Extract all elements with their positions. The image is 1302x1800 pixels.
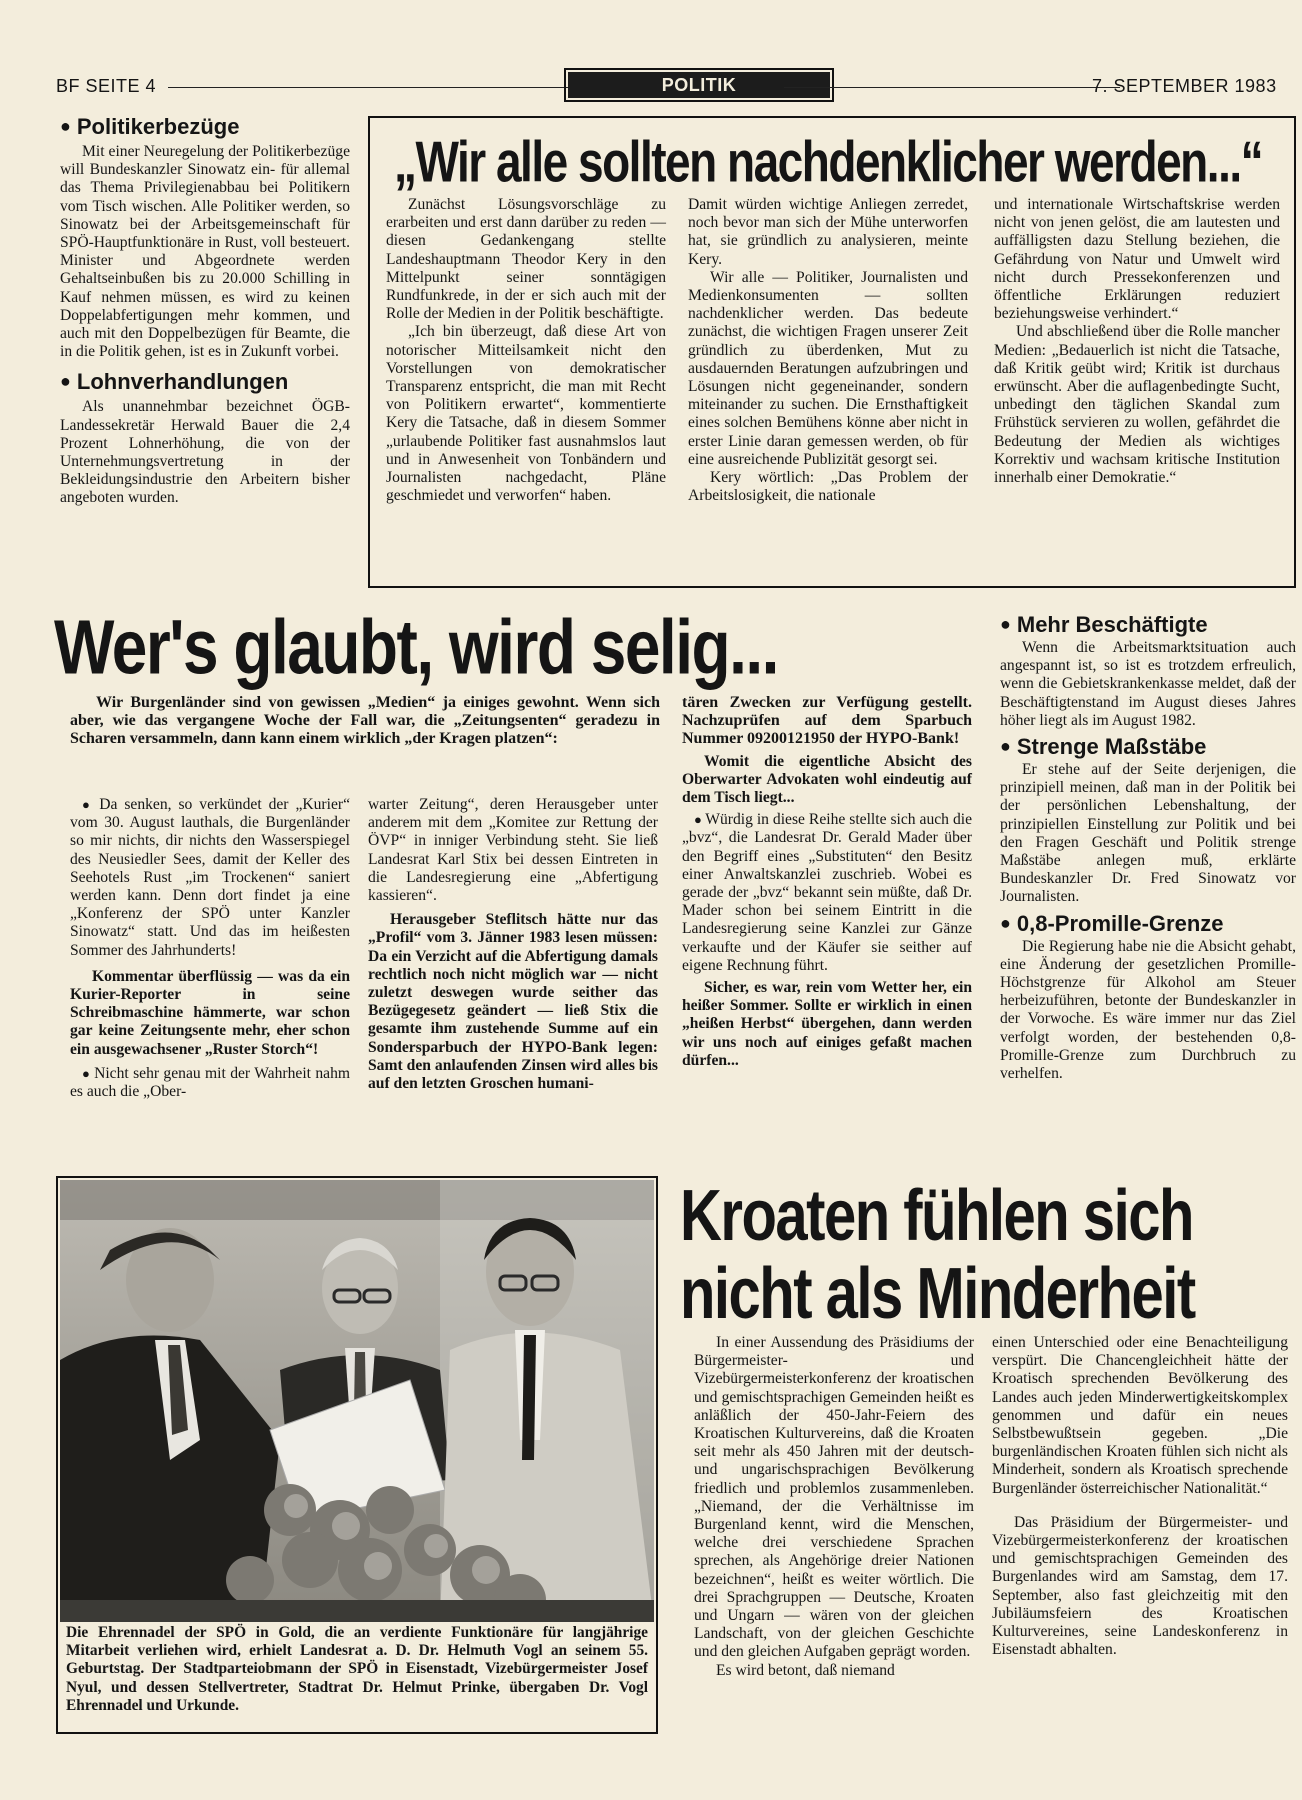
header-rule-left: [168, 87, 616, 88]
kroaten-column-1: [694, 1334, 974, 1680]
bullet-icon: ●: [60, 116, 71, 136]
kery-paragraph: „Ich bin überzeugt, daß diese Art von notorischer Mitteilsamkeit nicht den Vorstellungen von demokratischer Transparenz entspricht, die man mit Recht von Politikern erwartet“, kommentierte Kery die Tatsache, daß in diesem Sommer „urlaubende Politiker fast ausnahmslos laut und in Anwesenheit von Tonbändern und Journalisten nachgedacht, Pläne geschmiedet und verworfen“ haben.: [386, 323, 666, 505]
selig-headline: Wer's glaubt, wird selig...: [54, 604, 778, 691]
selig-paragraph: Womit die eigentliche Absicht des Oberwarter Advokaten wohl eindeutig auf dem Tisch liegt...: [682, 752, 972, 807]
kery-paragraph: und internationale Wirtschaftskrise werden nicht von jenen gelöst, die am lautesten und auffälligsten dazu Stellung beziehen, die Gefährdung von Natur und Umwelt wird nicht durch Pressekonferenzen und öffentliche Erklärungen reduziert beziehungsweise verhindert.“: [994, 196, 1280, 323]
kery-paragraph: Wir alle — Politiker, Journalisten und Medienkonsumenten — sollten nachdenklicher werden. Das bedeute zunächst, die wichtigen Fragen unserer Zeit gründlich zu überdenken, Mut zu ausdauernden Beratungen aufzubringen und Lösungen nicht gegeneinander, sondern miteinander zu suchen. Die Ernsthaftigkeit eines solchen Bemühens könne aber nicht in erster Linie daran gemessen werden, ob für eine ausreichende Publizität gesorgt sei.: [688, 268, 968, 468]
strenge-heading: ● Strenge Maßstäbe: [1000, 734, 1207, 760]
politikerbezuege-heading: ● Politikerbezüge: [60, 114, 240, 139]
kery-headline: „Wir alle sollten nachdenklicher werden...“: [394, 129, 1263, 194]
photo-illustration: [60, 1180, 654, 1622]
strenge-text: Er stehe auf der Seite derjenigen, die prinzipiell meinen, daß man in der Politik bei der persönlichen Lebenshaltung, der prinzipiellen Einstellung zur Politik und bei den Fragen Geschäft und Politik strenge Maßstäbe anlegen muß, erklärte Bundeskanzler Dr. Fred Sinowatz vor Journalisten.: [1000, 761, 1296, 906]
politikerbezuege-text: Mit einer Neuregelung der Politikerbezüge will Bundeskanzler Sinowatz ein- für allemal das Thema Privilegienabbau bei Politikern vom Tisch wischen. Alle Politiker werden, so Sinowatz bei der Arbeitsgemeinschaft für SPÖ-Hauptfunktionäre in Rust, voll besteuert. Minister und Abgeordnete werden Gehaltseinbußen bis zu 20.000 Schilling in Kauf nehmen müssen, es wird zu keinen Doppelabfertigungen mehr kommen, und auch mit den Doppelbezügen für Beamte, die in die Politik gehen, ist es in Zukunft vorbei.: [60, 143, 350, 361]
kroaten-paragraph: In einer Aussendung des Präsidiums der Bürgermeister- und Vizebürgermeisterkonferenz der kroatischen und gemischtsprachigen Gemeinden heißt es anläßlich der 450-Jahr-Feiern des Kroatischen Kulturvereins, daß die Kroaten seit mehr als 450 Jahren mit der deutsch- und ungarischsprachigen Bevölkerung friedlich und problemlos zusammenleben. „Niemand, der die Verhältnisse im Burgenland kennt, wird die Menschen, welche drei verschiedene Sprachen sprechen, als Angehörige dreier Nationen bezeichnen“, heißt es weiter wörtlich. Die drei Sprachgruppen — Deutsche, Kroaten und Ungarn — wären von der gleichen Landschaft, von der gleichen Geschichte und den gleichen Aufgaben geprägt worden.: [694, 1334, 974, 1661]
kery-column-2: [688, 196, 968, 505]
photo-caption-text: Die Ehrennadel der SPÖ in Gold, die an verdiente Funktionäre für langjährige Mitarbeit verliehen wird, erhielt Landesrat a. D. Dr. Helmuth Vogl an seinem 55. Geburtstag. Der Stadtparteiobmann der SPÖ in Eisenstadt, Vizebürgermeister Josef Nyul, und dessen Stellvertreter, Stadtrat Dr. Helmut Prinke, übergaben Dr. Vogl Ehrennadel und Urkunde.: [66, 1624, 648, 1714]
lohnverhandlungen-text: Als unannehmbar bezeichnet ÖGB-Landessekretär Herwald Bauer die 2,4 Prozent Lohnerhöhung, die von der Unternehmungsvertretung in der Bekleidungsindustrie den Arbeitern bisher angeboten wurden.: [60, 398, 350, 507]
selig-lead-continued: tären Zwecken zur Verfügung gestellt. Nachzuprüfen auf dem Sparbuch Nummer 09200121950 der HYPO-Bank!: [682, 694, 972, 748]
selig-paragraph: Kommentar überflüssig — was da ein Kurier-Reporter in seine Schreibmaschine hämmerte, war schon gar keine Zeitungsente mehr, eher schon ein ausgewachsener „Ruster Storch“!: [70, 967, 350, 1058]
kroaten-paragraph: Das Präsidium der Bürgermeister- und Vizebürgermeisterkonferenz der kroatischen und gemischtsprachigen Gemeinden des Burgenlandes wird am Samstag, dem 17. September, also fast gleichzeitig mit den Jubiläumsfeiern des Kroatischen Kulturvereines, seine Landeskonferenz in Eisenstadt abhalten.: [992, 1513, 1288, 1659]
section-label-text: POLITIK: [661, 75, 737, 95]
kroaten-headline-line-1: Kroaten fühlen sich: [680, 1174, 1193, 1256]
promille-heading: ● 0,8-Promille-Grenze: [1000, 910, 1224, 936]
selig-paragraph: ● Da senken, so verkündet der „Kurier“ vom 30. August lauthals, die Burgenländer so mir nichts, dir nichts den Wasserspiegel des Neusiedler Sees, damit der Keller des Seehotels Rust „im Trockenen“ saniert werden kann. Denn dort findet ja eine „Konferenz der SPÖ unter Kanzler Sinowatz“ statt. Und das im heißesten Sommer des Jahrhunderts!: [70, 796, 350, 960]
selig-lead-text: Wir Burgenländer sind von gewissen „Medien“ ja einiges gewohnt. Wenn sich aber, wie das vergangene Woche der Fall war, die „Zeitungsenten“ geradezu in Scharen versammeln, dann kann einem wirklich „der Kragen platzen“:: [70, 694, 660, 748]
bullet-icon: ●: [1000, 912, 1011, 933]
mehr-text: Wenn die Arbeitsmarktsituation auch angespannt ist, so ist es trotzdem erfreulich, wenn die Gebietskrankenkasse meldet, daß der Beschäftigtenstand im August dieses Jahres höher liegt als im August 1982.: [1000, 639, 1296, 729]
bullet-icon: ●: [60, 371, 71, 392]
page-date: 7. SEPTEMBER 1983: [1092, 76, 1277, 96]
selig-column-2: [368, 796, 658, 1093]
kroaten-column-2: [992, 1334, 1288, 1659]
selig-paragraph: warter Zeitung“, deren Herausgeber unter anderem mit dem „Komitee zur Rettung der ÖVP“ in inniger Verbindung steht. Sie ließ Landesrat Karl Stix bei dessen Eintreten in die Landesregierung eine „Abfertigung kassieren“.: [368, 796, 658, 905]
bullet-icon: ●: [1000, 736, 1011, 757]
selig-paragraph: ● Nicht sehr genau mit der Wahrheit nahm es auch die „Ober-: [70, 1065, 350, 1101]
kery-paragraph: Damit würden wichtige Anliegen zerredet, noch bevor man sich der Mühe unterworfen hat, sie gründlich zu analysieren, meinte Kery.: [688, 196, 968, 268]
kery-paragraph: Kery wörtlich: „Das Problem der Arbeitslosigkeit, die nationale: [688, 469, 968, 505]
photo-caption: [66, 1624, 648, 1715]
kroaten-paragraph: einen Unterschied oder eine Benachteiligung verspürt. Die Chancengleichheit hätte der Kroatisch sprechenden Bevölkerung des Landes auch jeden Minderwertigkeitskomplex genommen und dafür ein neues Selbstbewußtsein gegeben. „Die burgenländischen Kroaten fühlen sich nicht als Minderheit, sondern als Kroatisch sprechende Burgenländer österreichischer Nationalität.“: [992, 1334, 1288, 1497]
kery-column-1: [386, 196, 666, 505]
selig-lead: [70, 694, 660, 749]
kroaten-paragraph: Es wird betont, daß niemand: [716, 1661, 895, 1679]
selig-paragraph: Sicher, es war, rein vom Wetter her, ein heißer Sommer. Sollte er wirklich in einen „heißen Herbst“ übergehen, dann werden wir uns noch auf einiges gefaßt machen dürfen...: [682, 979, 972, 1069]
selig-paragraph: Herausgeber Steflitsch hätte nur das „Profil“ vom 3. Jänner 1983 lesen müssen: Da ein Verzicht auf die Abfertigung damals rechtlich noch nicht möglich war — nicht zuletzt deswegen wurde seither das Bezügegesetz geändert — ließ Stix die gesamte ihm zustehende Summe auf ein Sondersparbuch der HYPO-Bank legen: Samt den anlaufenden Zinsen wird alles bis auf den letzten Groschen humani-: [368, 911, 658, 1093]
mehr-heading: ● Mehr Beschäftigte: [1000, 612, 1208, 637]
page-number: BF SEITE 4: [56, 76, 157, 96]
selig-paragraph: ● Würdig in diese Reihe stellte sich auch die „bvz“, die Landesrat Dr. Gerald Mader über den Begriff eines „Substituten“ den Besitz einer Anwaltskanzlei zuschrieb. Wobei es gerade der „bvz“ bekannt sein müßte, daß Dr. Mader schon bei seinem Eintritt in die Landesregierung seine Kanzlei zur Gänze verkaufte und der Käufer sie seither auf eigene Rechnung führt.: [682, 811, 972, 975]
section-label: [568, 72, 830, 98]
kroaten-headline-line-2: nicht als Minderheit: [680, 1252, 1195, 1334]
promille-text: Die Regierung habe nie die Absicht gehabt, eine Änderung der gesetzlichen Promille-Höchstgrenze für Alkohol am Steuer herbeizuführen, betonte der Bundeskanzler in der Vorwoche. Es wäre immer nur das Ziel verfolgt worden, der bestehenden 0,8-Promille-Grenze zum Durchbruch zu verhelfen.: [1000, 937, 1296, 1083]
header-rule-right: [784, 87, 1120, 88]
ceremony-photo: [60, 1180, 654, 1622]
lohnverhandlungen-heading: ● Lohnverhandlungen: [60, 369, 289, 395]
page-header: [56, 74, 1296, 104]
kery-paragraph: Zunächst Lösungsvorschläge zu erarbeiten und erst dann darüber zu reden — diesen Gedankengang stellte Landeshauptmann Theodor Kery in den Mittelpunkt seiner sonntägigen Rundfunkrede, in der er sich auch mit der Rolle der Medien in der Politik beschäftigte.: [386, 196, 666, 323]
sidebar-briefs: [1000, 612, 1296, 1083]
kery-column-3: [994, 196, 1280, 487]
selig-column-1: [70, 796, 350, 1101]
selig-column-3: [682, 694, 972, 1070]
kery-paragraph: Und abschließend über die Rolle mancher Medien: „Bedauerlich ist nicht die Tatsache, daß Kritik geübt wird; Kritik ist durchaus erwünscht. Aber die auflagenbedingte Sucht, unbedingt den täglichen Skandal zum Frühstück servieren zu wollen, gefährdet die Bedeutung der Medien als wichtiges Korrektiv und wachsam kritische Institution innerhalb einer Demokratie.“: [994, 323, 1280, 487]
politikerbezuege-article: [60, 114, 350, 508]
bullet-icon: ●: [1000, 614, 1011, 634]
